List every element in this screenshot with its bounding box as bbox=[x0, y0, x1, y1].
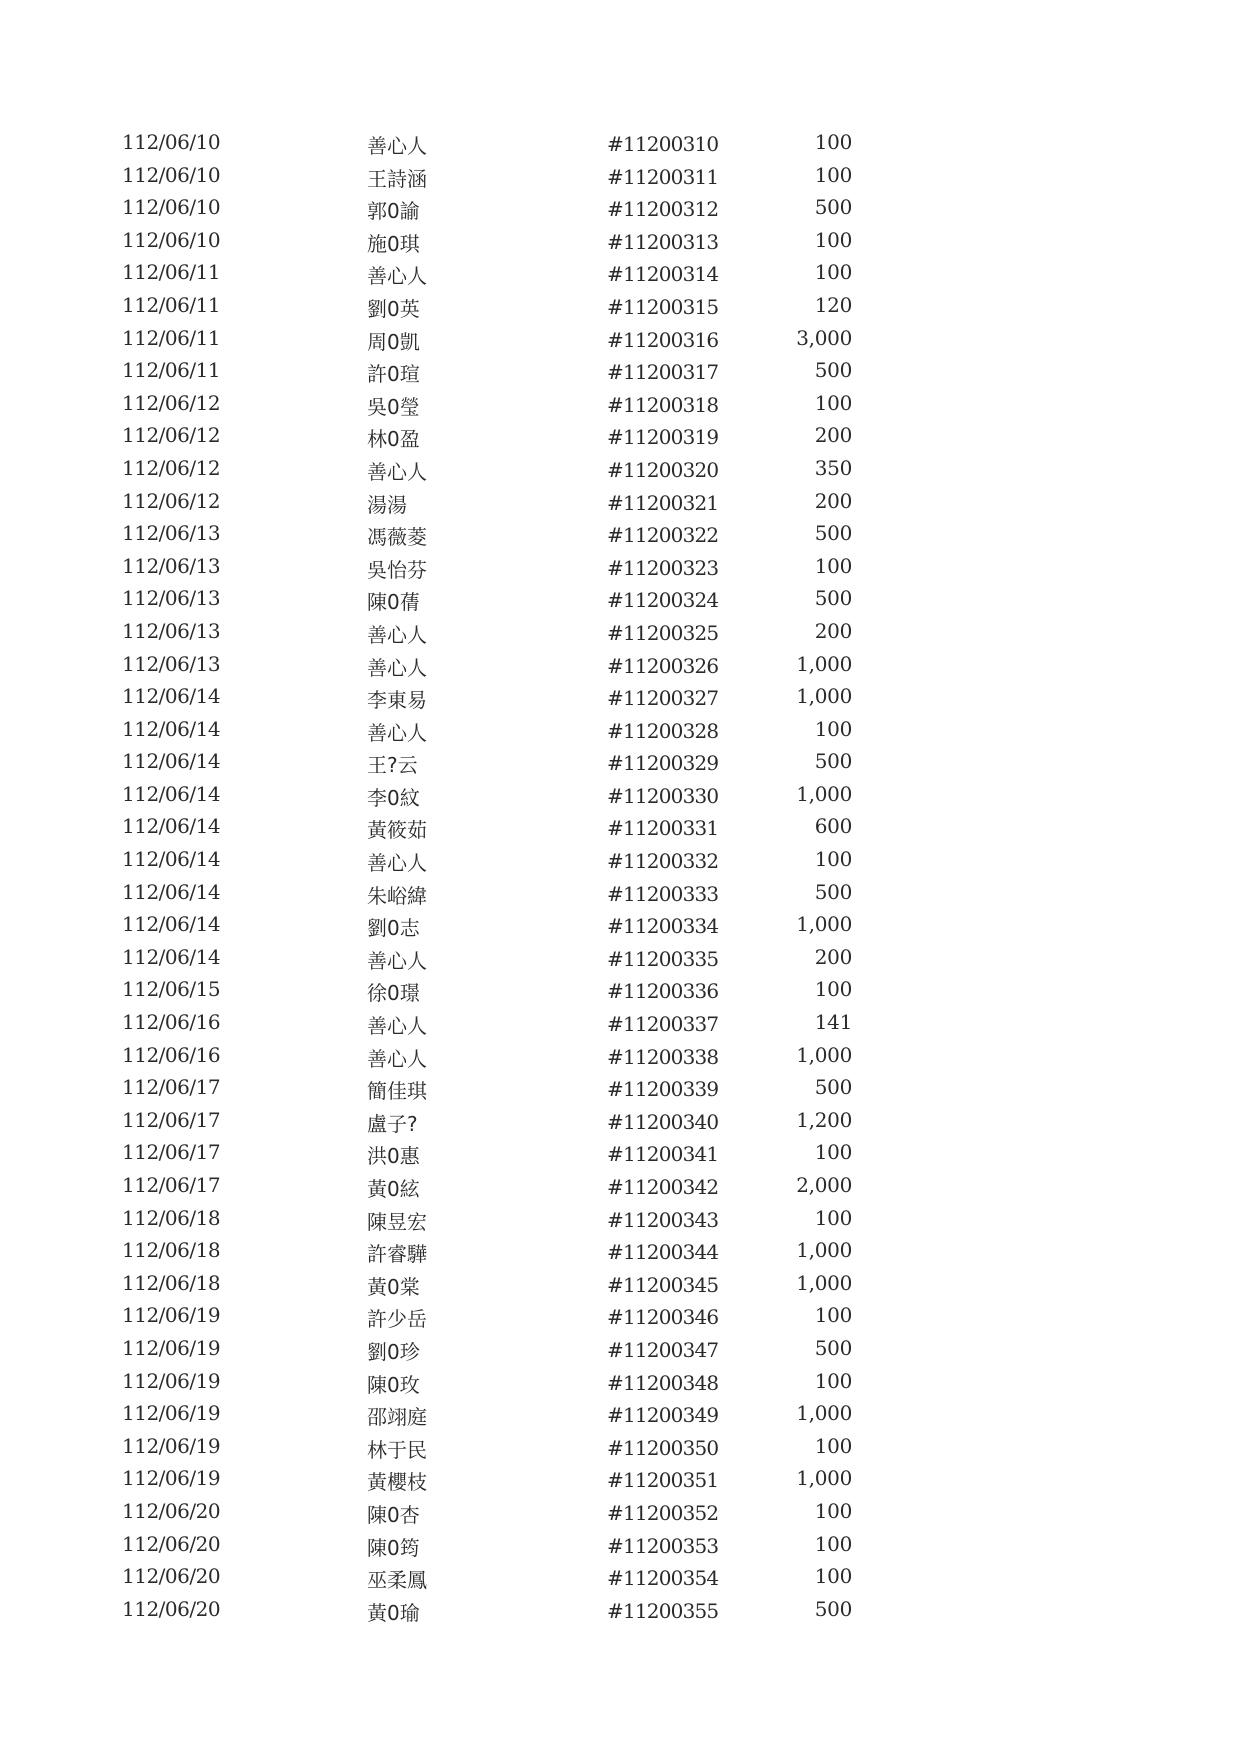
donor-name: 洪0惠 bbox=[367, 1144, 420, 1169]
receipt-number: #11200331 bbox=[607, 816, 719, 841]
ledger-row bbox=[0, 1596, 1240, 1632]
donor-name: 施0琪 bbox=[367, 231, 420, 256]
donation-date: 112/06/14 bbox=[122, 749, 221, 774]
receipt-number: #11200322 bbox=[607, 523, 719, 548]
ledger-row bbox=[0, 781, 1240, 817]
ledger-row bbox=[0, 162, 1240, 198]
donation-date: 112/06/20 bbox=[122, 1596, 221, 1621]
donation-amount: 200 bbox=[814, 423, 852, 448]
ledger-row bbox=[0, 588, 1240, 621]
donation-amount: 3,000 bbox=[796, 325, 852, 350]
donor-name: 盧子? bbox=[367, 1111, 418, 1136]
receipt-number: #11200311 bbox=[607, 164, 719, 189]
ledger-row bbox=[0, 523, 1240, 556]
donation-amount: 100 bbox=[814, 390, 852, 415]
donation-amount: 2,000 bbox=[796, 1173, 852, 1197]
donation-amount: 100 bbox=[814, 260, 852, 285]
ledger-row bbox=[0, 1175, 1240, 1208]
donation-date: 112/06/10 bbox=[122, 195, 221, 220]
ledger-row bbox=[0, 553, 1240, 589]
donor-name: 善心人 bbox=[367, 948, 427, 973]
donation-date: 112/06/13 bbox=[122, 521, 221, 546]
donation-date: 112/06/20 bbox=[122, 1531, 221, 1556]
donation-amount: 200 bbox=[814, 618, 852, 643]
donation-amount: 1,000 bbox=[796, 1401, 852, 1426]
donor-name: 善心人 bbox=[367, 622, 427, 647]
donation-date: 112/06/19 bbox=[122, 1335, 221, 1360]
donation-amount: 100 bbox=[814, 847, 852, 872]
donor-name: 黃0絃 bbox=[367, 1177, 420, 1201]
donor-name: 善心人 bbox=[367, 720, 427, 745]
ledger-row bbox=[0, 1107, 1240, 1143]
donation-amount: 500 bbox=[814, 1596, 852, 1621]
donor-name: 劉0英 bbox=[367, 296, 420, 321]
donation-date: 112/06/14 bbox=[122, 912, 221, 937]
ledger-row bbox=[0, 686, 1240, 719]
donation-amount: 100 bbox=[814, 1564, 852, 1589]
receipt-number: #11200310 bbox=[607, 132, 719, 156]
donor-name: 簡佳琪 bbox=[367, 1079, 427, 1104]
donation-ledger bbox=[0, 132, 1240, 1631]
donation-amount: 100 bbox=[814, 1368, 852, 1393]
donation-amount: 500 bbox=[814, 879, 852, 904]
ledger-row bbox=[0, 1142, 1240, 1175]
donation-amount: 500 bbox=[814, 521, 852, 546]
ledger-row bbox=[0, 816, 1240, 849]
ledger-row bbox=[0, 1433, 1240, 1469]
donor-name: 劉0珍 bbox=[367, 1339, 420, 1364]
ledger-row bbox=[0, 751, 1240, 784]
donor-name: 善心人 bbox=[367, 851, 427, 876]
donation-date: 112/06/18 bbox=[122, 1205, 221, 1230]
receipt-number: #11200351 bbox=[607, 1468, 719, 1493]
donor-name: 徐0璟 bbox=[367, 981, 420, 1006]
donation-amount: 141 bbox=[814, 1010, 852, 1035]
receipt-number: #11200343 bbox=[607, 1207, 719, 1232]
receipt-number: #11200353 bbox=[607, 1533, 719, 1558]
donor-name: 善心人 bbox=[367, 1046, 427, 1071]
ledger-row bbox=[0, 455, 1240, 491]
donor-name: 許少岳 bbox=[367, 1307, 427, 1332]
donor-name: 巫柔鳳 bbox=[367, 1568, 427, 1593]
donation-date: 112/06/11 bbox=[122, 260, 221, 285]
donation-amount: 1,000 bbox=[796, 1238, 852, 1263]
donation-date: 112/06/14 bbox=[122, 847, 221, 872]
donation-date: 112/06/18 bbox=[122, 1270, 221, 1295]
donor-name: 吳0瑩 bbox=[367, 394, 420, 419]
ledger-row bbox=[0, 1468, 1240, 1501]
ledger-row bbox=[0, 132, 1240, 165]
receipt-number: #11200339 bbox=[607, 1077, 719, 1102]
donation-amount: 1,000 bbox=[796, 1466, 852, 1491]
ledger-row bbox=[0, 325, 1240, 361]
donation-amount: 1,000 bbox=[796, 1042, 852, 1067]
donor-name: 陳0筠 bbox=[367, 1535, 420, 1560]
receipt-number: #11200340 bbox=[607, 1109, 719, 1134]
donation-amount: 100 bbox=[814, 1140, 852, 1165]
receipt-number: #11200316 bbox=[607, 327, 719, 352]
donation-amount: 500 bbox=[814, 358, 852, 383]
ledger-row bbox=[0, 227, 1240, 263]
donation-date: 112/06/13 bbox=[122, 618, 221, 643]
ledger-row bbox=[0, 1403, 1240, 1436]
ledger-row bbox=[0, 1042, 1240, 1078]
receipt-number: #11200347 bbox=[607, 1337, 719, 1362]
ledger-row bbox=[0, 1368, 1240, 1404]
receipt-number: #11200352 bbox=[607, 1500, 719, 1525]
receipt-number: #11200346 bbox=[607, 1305, 719, 1330]
ledger-row bbox=[0, 360, 1240, 393]
donation-date: 112/06/12 bbox=[122, 488, 221, 513]
ledger-row bbox=[0, 1270, 1240, 1306]
donor-name: 黃櫻枝 bbox=[367, 1470, 427, 1495]
donor-name: 許睿驊 bbox=[367, 1242, 427, 1267]
ledger-row bbox=[0, 1531, 1240, 1567]
donation-amount: 100 bbox=[814, 1531, 852, 1556]
ledger-row bbox=[0, 1012, 1240, 1045]
ledger-row bbox=[0, 1566, 1240, 1599]
donation-amount: 200 bbox=[814, 944, 852, 969]
receipt-number: #11200315 bbox=[607, 294, 719, 319]
donation-amount: 1,000 bbox=[796, 1270, 852, 1295]
donor-name: 李0紋 bbox=[367, 785, 420, 810]
ledger-row bbox=[0, 1498, 1240, 1534]
receipt-number: #11200314 bbox=[607, 262, 719, 287]
receipt-number: #11200329 bbox=[607, 751, 719, 776]
ledger-row bbox=[0, 1077, 1240, 1110]
donation-date: 112/06/12 bbox=[122, 423, 221, 448]
donation-date: 112/06/15 bbox=[122, 977, 221, 1002]
donation-date: 112/06/10 bbox=[122, 162, 221, 187]
donor-name: 陳0杏 bbox=[367, 1502, 420, 1527]
donor-name: 吳怡芬 bbox=[367, 557, 427, 582]
donation-date: 112/06/17 bbox=[122, 1107, 221, 1132]
donation-amount: 350 bbox=[814, 455, 852, 480]
donation-amount: 120 bbox=[814, 292, 852, 317]
ledger-row bbox=[0, 262, 1240, 295]
donation-date: 112/06/17 bbox=[122, 1173, 221, 1197]
donation-amount: 1,200 bbox=[796, 1107, 852, 1132]
donation-date: 112/06/13 bbox=[122, 651, 221, 676]
donation-date: 112/06/12 bbox=[122, 455, 221, 480]
donation-date: 112/06/10 bbox=[122, 227, 221, 252]
donation-amount: 200 bbox=[814, 488, 852, 513]
receipt-number: #11200321 bbox=[607, 490, 719, 515]
donation-amount: 100 bbox=[814, 977, 852, 1002]
ledger-row bbox=[0, 849, 1240, 882]
donor-name: 黃0棠 bbox=[367, 1274, 420, 1299]
donation-amount: 100 bbox=[814, 716, 852, 741]
ledger-row bbox=[0, 1305, 1240, 1338]
donor-name: 陳0蒨 bbox=[367, 590, 420, 615]
receipt-number: #11200325 bbox=[607, 620, 719, 645]
ledger-row bbox=[0, 716, 1240, 752]
ledger-row bbox=[0, 979, 1240, 1012]
donation-amount: 100 bbox=[814, 1205, 852, 1230]
donation-date: 112/06/11 bbox=[122, 358, 221, 383]
receipt-number: #11200317 bbox=[607, 360, 719, 385]
receipt-number: #11200327 bbox=[607, 686, 719, 711]
donor-name: 黃0瑜 bbox=[367, 1600, 420, 1625]
donation-date: 112/06/14 bbox=[122, 716, 221, 741]
receipt-number: #11200319 bbox=[607, 425, 719, 450]
donation-amount: 100 bbox=[814, 1303, 852, 1328]
donor-name: 林于民 bbox=[367, 1437, 427, 1462]
donor-name: 陳0玫 bbox=[367, 1372, 420, 1397]
donor-name: 郭0諭 bbox=[367, 199, 420, 224]
donor-name: 許0瑄 bbox=[367, 362, 420, 387]
ledger-row bbox=[0, 197, 1240, 230]
donation-date: 112/06/14 bbox=[122, 781, 221, 806]
donation-date: 112/06/17 bbox=[122, 1075, 221, 1100]
donor-name: 湯湯 bbox=[367, 492, 407, 517]
ledger-row bbox=[0, 425, 1240, 458]
donation-date: 112/06/13 bbox=[122, 553, 221, 578]
donation-amount: 100 bbox=[814, 130, 852, 154]
donor-name: 林0盈 bbox=[367, 427, 420, 452]
ledger-row bbox=[0, 944, 1240, 980]
receipt-number: #11200335 bbox=[607, 946, 719, 971]
receipt-number: #11200333 bbox=[607, 881, 719, 906]
donation-date: 112/06/13 bbox=[122, 586, 221, 611]
receipt-number: #11200328 bbox=[607, 718, 719, 743]
donation-date: 112/06/18 bbox=[122, 1238, 221, 1263]
donor-name: 王?云 bbox=[367, 753, 418, 778]
ledger-row bbox=[0, 1205, 1240, 1241]
donation-amount: 600 bbox=[814, 814, 852, 839]
donation-amount: 100 bbox=[814, 553, 852, 578]
receipt-number: #11200313 bbox=[607, 229, 719, 254]
donation-date: 112/06/10 bbox=[122, 130, 221, 154]
ledger-row bbox=[0, 879, 1240, 915]
donation-amount: 1,000 bbox=[796, 684, 852, 709]
receipt-number: #11200324 bbox=[607, 588, 719, 613]
receipt-number: #11200336 bbox=[607, 979, 719, 1004]
donor-name: 善心人 bbox=[367, 264, 427, 289]
donation-date: 112/06/19 bbox=[122, 1433, 221, 1458]
receipt-number: #11200341 bbox=[607, 1142, 719, 1167]
donation-date: 112/06/17 bbox=[122, 1140, 221, 1165]
receipt-number: #11200345 bbox=[607, 1272, 719, 1297]
receipt-number: #11200320 bbox=[607, 457, 719, 482]
receipt-number: #11200326 bbox=[607, 653, 719, 678]
donation-date: 112/06/19 bbox=[122, 1401, 221, 1426]
donation-date: 112/06/11 bbox=[122, 292, 221, 317]
donation-amount: 100 bbox=[814, 1498, 852, 1523]
receipt-number: #11200330 bbox=[607, 783, 719, 808]
donor-name: 劉0志 bbox=[367, 916, 420, 941]
donor-name: 陳昱宏 bbox=[367, 1209, 427, 1234]
receipt-number: #11200348 bbox=[607, 1370, 719, 1395]
donor-name: 善心人 bbox=[367, 1014, 427, 1039]
ledger-row bbox=[0, 618, 1240, 654]
ledger-row bbox=[0, 651, 1240, 687]
ledger-row bbox=[0, 1240, 1240, 1273]
donor-name: 黃筱茹 bbox=[367, 818, 427, 843]
donation-date: 112/06/14 bbox=[122, 944, 221, 969]
donation-date: 112/06/16 bbox=[122, 1042, 221, 1067]
donation-date: 112/06/19 bbox=[122, 1303, 221, 1328]
receipt-number: #11200334 bbox=[607, 914, 719, 939]
ledger-row bbox=[0, 914, 1240, 947]
receipt-number: #11200332 bbox=[607, 849, 719, 874]
donor-name: 邵翊庭 bbox=[367, 1405, 427, 1430]
donation-date: 112/06/20 bbox=[122, 1498, 221, 1523]
donation-amount: 500 bbox=[814, 586, 852, 611]
receipt-number: #11200354 bbox=[607, 1566, 719, 1591]
donation-date: 112/06/14 bbox=[122, 814, 221, 839]
donation-date: 112/06/20 bbox=[122, 1564, 221, 1589]
receipt-number: #11200350 bbox=[607, 1435, 719, 1460]
donation-amount: 1,000 bbox=[796, 781, 852, 806]
receipt-number: #11200355 bbox=[607, 1598, 719, 1623]
donation-date: 112/06/19 bbox=[122, 1466, 221, 1491]
donation-amount: 500 bbox=[814, 1075, 852, 1100]
receipt-number: #11200344 bbox=[607, 1240, 719, 1265]
donation-date: 112/06/14 bbox=[122, 879, 221, 904]
donor-name: 王詩涵 bbox=[367, 166, 427, 191]
donation-date: 112/06/19 bbox=[122, 1368, 221, 1393]
ledger-row bbox=[0, 1335, 1240, 1371]
receipt-number: #11200338 bbox=[607, 1044, 719, 1069]
donor-name: 周0凱 bbox=[367, 329, 420, 354]
donation-date: 112/06/11 bbox=[122, 325, 221, 350]
receipt-number: #11200312 bbox=[607, 197, 719, 222]
donation-amount: 1,000 bbox=[796, 651, 852, 676]
donation-amount: 100 bbox=[814, 227, 852, 252]
receipt-number: #11200337 bbox=[607, 1012, 719, 1037]
donor-name: 善心人 bbox=[367, 134, 427, 158]
ledger-row bbox=[0, 292, 1240, 328]
donation-amount: 100 bbox=[814, 1433, 852, 1458]
donation-amount: 500 bbox=[814, 1335, 852, 1360]
ledger-row bbox=[0, 390, 1240, 426]
donation-amount: 100 bbox=[814, 162, 852, 187]
receipt-number: #11200323 bbox=[607, 555, 719, 580]
receipt-number: #11200342 bbox=[607, 1175, 719, 1199]
donation-amount: 500 bbox=[814, 195, 852, 220]
donation-date: 112/06/16 bbox=[122, 1010, 221, 1035]
receipt-number: #11200318 bbox=[607, 392, 719, 417]
donor-name: 善心人 bbox=[367, 459, 427, 484]
ledger-row bbox=[0, 488, 1240, 524]
donation-amount: 1,000 bbox=[796, 912, 852, 937]
donor-name: 朱峪緯 bbox=[367, 883, 427, 908]
donation-date: 112/06/12 bbox=[122, 390, 221, 415]
donor-name: 馮薇菱 bbox=[367, 525, 427, 550]
receipt-number: #11200349 bbox=[607, 1403, 719, 1428]
donation-date: 112/06/14 bbox=[122, 684, 221, 709]
donor-name: 李東易 bbox=[367, 688, 427, 713]
donation-amount: 500 bbox=[814, 749, 852, 774]
donor-name: 善心人 bbox=[367, 655, 427, 680]
